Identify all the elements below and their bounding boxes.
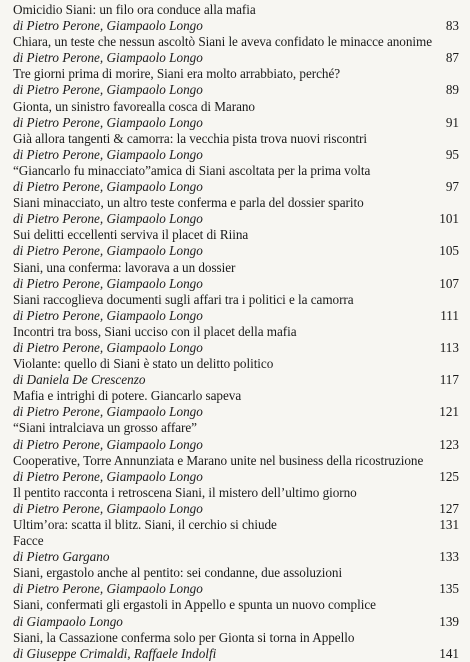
entry-title: Siani raccoglieva documenti sugli affari tra i politici e la camorra bbox=[13, 291, 354, 307]
entry-author bbox=[13, 82, 459, 98]
toc-entry bbox=[13, 66, 459, 98]
author-name: di Pietro Perone, Giampaolo Longo bbox=[13, 179, 203, 195]
entry-author bbox=[13, 614, 459, 630]
entry-author bbox=[13, 179, 459, 195]
author-name: di Pietro Perone, Giampaolo Longo bbox=[13, 404, 203, 420]
page-number: 95 bbox=[445, 146, 459, 162]
author-name: di Pietro Perone, Giampaolo Longo bbox=[13, 243, 203, 259]
entry-author bbox=[13, 646, 459, 662]
entry-author bbox=[13, 243, 459, 259]
entry-author bbox=[13, 404, 459, 420]
author-name: di Giampaolo Longo bbox=[13, 613, 123, 629]
author-name: di Pietro Perone, Giampaolo Longo bbox=[13, 307, 203, 323]
author-name: di Pietro Perone, Giampaolo Longo bbox=[13, 500, 203, 516]
entry-author bbox=[13, 372, 459, 388]
page-number: 101 bbox=[439, 211, 459, 227]
author-name: di Pietro Perone, Giampaolo Longo bbox=[13, 436, 203, 452]
author-name: di Pietro Perone, Giampaolo Longo bbox=[13, 468, 203, 484]
page-number: 87 bbox=[445, 50, 459, 66]
page-number: 121 bbox=[439, 404, 459, 420]
author-name: di Pietro Perone, Giampaolo Longo bbox=[13, 18, 203, 34]
entry-author bbox=[13, 549, 459, 565]
page-number: 139 bbox=[439, 613, 459, 629]
toc-entry bbox=[13, 227, 459, 259]
entry-title: Mafia e intrighi di potere. Giancarlo sapeva bbox=[13, 388, 242, 404]
entry-title: Cooperative, Torre Annunziata e Marano unite nel business della ricostruzione bbox=[13, 452, 424, 468]
page-number: 123 bbox=[439, 436, 459, 452]
table-of-contents bbox=[13, 2, 459, 662]
toc-entry bbox=[13, 630, 459, 662]
entry-title: Facce bbox=[13, 533, 44, 549]
author-name: di Pietro Perone, Giampaolo Longo bbox=[13, 114, 203, 130]
entry-title: Siani, ergastolo anche al pentito: sei condanne, due assoluzioni bbox=[13, 565, 343, 581]
entry-title: Incontri tra boss, Siani ucciso con il placet della mafia bbox=[13, 323, 297, 339]
entry-author bbox=[13, 469, 459, 485]
toc-entry bbox=[13, 99, 459, 131]
entry-author bbox=[13, 308, 459, 324]
toc-entry bbox=[13, 485, 459, 517]
author-name: di Pietro Perone, Giampaolo Longo bbox=[13, 339, 203, 355]
author-name: di Giuseppe Crimaldi, Raffaele Indolfi bbox=[13, 645, 217, 661]
author-name: di Pietro Perone, Giampaolo Longo bbox=[13, 50, 203, 66]
page-number: 91 bbox=[445, 114, 459, 130]
entry-title: Omicidio Siani: un filo ora conduce alla mafia bbox=[13, 2, 256, 17]
toc-entry bbox=[13, 324, 459, 356]
toc-entry bbox=[13, 163, 459, 195]
page-number: 89 bbox=[445, 82, 459, 98]
entry-author bbox=[13, 115, 459, 131]
entry-title: Chiara, un teste che nessun ascoltò Siani le aveva confidato le minacce anonime bbox=[13, 34, 432, 50]
page-number: 107 bbox=[439, 275, 459, 291]
page-number: 127 bbox=[439, 500, 459, 516]
toc-entry bbox=[13, 533, 459, 565]
entry-author bbox=[13, 147, 459, 163]
toc-entry bbox=[13, 131, 459, 163]
toc-entry bbox=[13, 517, 459, 533]
entry-title: Tre giorni prima di morire, Siani era molto arrabbiato, perché? bbox=[13, 66, 341, 82]
page-number: 111 bbox=[440, 307, 459, 323]
page-number: 97 bbox=[445, 179, 459, 195]
entry-title: Siani minacciato, un altro teste conferma e parla del dossier sparito bbox=[13, 195, 364, 211]
toc-entry bbox=[13, 420, 459, 452]
page-number: 135 bbox=[439, 581, 459, 597]
entry-title: Sui delitti eccellenti serviva il placet di Riina bbox=[13, 227, 249, 243]
entry-title: Il pentito racconta i retroscena Siani, il mistero dell’ultimo giorno bbox=[13, 484, 357, 500]
toc-entry bbox=[13, 292, 459, 324]
page-number: 83 bbox=[445, 18, 459, 34]
entry-title: Violante: quello di Siani è stato un delitto politico bbox=[13, 356, 274, 372]
page-number: 141 bbox=[439, 645, 459, 661]
toc-entry bbox=[13, 453, 459, 485]
author-name: di Pietro Perone, Giampaolo Longo bbox=[13, 581, 203, 597]
entry-title bbox=[13, 517, 459, 533]
entry-author bbox=[13, 50, 459, 66]
page-number: 117 bbox=[439, 372, 459, 388]
entry-title: Già allora tangenti & camorra: la vecchia pista trova nuovi riscontri bbox=[13, 130, 367, 146]
entry-author bbox=[13, 581, 459, 597]
toc-entry bbox=[13, 597, 459, 629]
entry-title: Gionta, un sinistro favorealla cosca di Marano bbox=[13, 98, 255, 114]
entry-author bbox=[13, 340, 459, 356]
author-name: di Pietro Gargano bbox=[13, 549, 110, 565]
entry-title: Siani, la Cassazione conferma solo per Gionta si torna in Appello bbox=[13, 629, 355, 645]
author-name: di Pietro Perone, Giampaolo Longo bbox=[13, 146, 203, 162]
author-name: di Daniela De Crescenzo bbox=[13, 372, 146, 388]
entry-author bbox=[13, 211, 459, 227]
page-number: 133 bbox=[439, 549, 459, 565]
toc-entry bbox=[13, 565, 459, 597]
toc-entry bbox=[13, 195, 459, 227]
author-name: di Pietro Perone, Giampaolo Longo bbox=[13, 82, 203, 98]
author-name: di Pietro Perone, Giampaolo Longo bbox=[13, 275, 203, 291]
page-number: 113 bbox=[439, 339, 459, 355]
entry-author bbox=[13, 501, 459, 517]
entry-author bbox=[13, 18, 459, 34]
entry-title: Siani, confermati gli ergastoli in Appello e spunta un nuovo complice bbox=[13, 597, 376, 613]
page-number: 125 bbox=[439, 468, 459, 484]
toc-entry bbox=[13, 2, 459, 34]
entry-title: “Siani intralciava un grosso affare” bbox=[13, 420, 197, 436]
title-text: Ultim’ora: scatta il blitz. Siani, il cerchio si chiude bbox=[13, 517, 277, 532]
entry-author bbox=[13, 276, 459, 292]
toc-entry bbox=[13, 260, 459, 292]
author-name: di Pietro Perone, Giampaolo Longo bbox=[13, 211, 203, 227]
toc-entry bbox=[13, 34, 459, 66]
toc-entry bbox=[13, 388, 459, 420]
page-number: 105 bbox=[439, 243, 459, 259]
toc-entry bbox=[13, 356, 459, 388]
entry-title: “Giancarlo fu minacciato”amica di Siani ascoltata per la prima volta bbox=[13, 162, 371, 178]
entry-author bbox=[13, 437, 459, 453]
page-number: 131 bbox=[439, 517, 459, 532]
entry-title: Siani, una conferma: lavorava a un dossier bbox=[13, 259, 236, 275]
